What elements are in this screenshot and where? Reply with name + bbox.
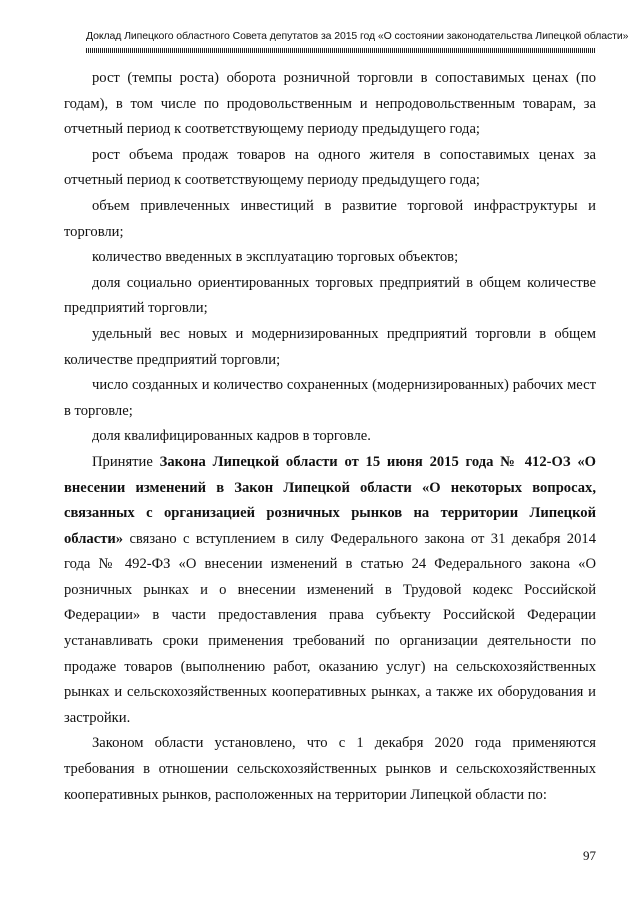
running-header: Доклад Липецкого областного Совета депутатов за 2015 год «О состоянии законодательства Липецкой области» [86, 30, 629, 42]
paragraph: Законом области установлено, что с 1 декабря 2020 года применяются требования в отношении сельскохозяйственных рынков и сельскохозяйственных кооперативных рынков, расположенных на территории Липецкой области по: [64, 735, 596, 803]
paragraph-prefix: Принятие [92, 453, 160, 470]
paragraph: количество введенных в эксплуатацию торговых объектов; [92, 249, 459, 266]
paragraph: рост (темпы роста) оборота розничной торговли в сопоставимых ценах (по годам), в том числе по продовольственным и непродовольственным товарам, за отчетный период к соответствующему периоду предыдущего года; [64, 70, 596, 138]
paragraph: рост объема продаж товаров на одного жителя в сопоставимых ценах за отчетный период к соответствующему периоду предыдущего года; [64, 146, 596, 189]
header-rule [86, 48, 596, 53]
paragraph: доля квалифицированных кадров в торговле. [92, 428, 371, 445]
page-number: 97 [583, 848, 596, 863]
paragraph-suffix: связано с вступлением в силу Федерального закона от 31 декабря 2014 года № 492-ФЗ «О внесении изменений в статью 24 Федерального закона «О розничных рынках и о внесении изменений в Трудовой кодекс Российской Федерации» в части предоставления права субъекту Российской Федерации устанавливать сроки применения требований по организации деятельности по продаже товаров (выполнению работ, оказанию услуг) на сельскохозяйственных рынках и сельскохозяйственных кооперативных рынках, а также их оборудования и застройки. [64, 530, 596, 726]
paragraph: число созданных и количество сохраненных (модернизированных) рабочих мест в торговле; [64, 377, 596, 419]
paragraph: объем привлеченных инвестиций в развитие торговой инфраструктуры и торговли; [64, 197, 596, 240]
law-title-bold: Закона Липецкой области от 15 июня 2015 года № 412-ОЗ «О внесении изменений в Закон Липецкой области «О некоторых вопросах, связанных с организацией розничных рынков на территории Липецкой области» [64, 453, 596, 547]
paragraph: доля социально ориентированных торговых предприятий в общем количестве предприятий торговли; [64, 274, 596, 317]
paragraph-law-adoption [64, 450, 596, 732]
document-body [64, 66, 596, 808]
paragraph: удельный вес новых и модернизированных предприятий торговли в общем количестве предприятий торговли; [64, 325, 596, 368]
